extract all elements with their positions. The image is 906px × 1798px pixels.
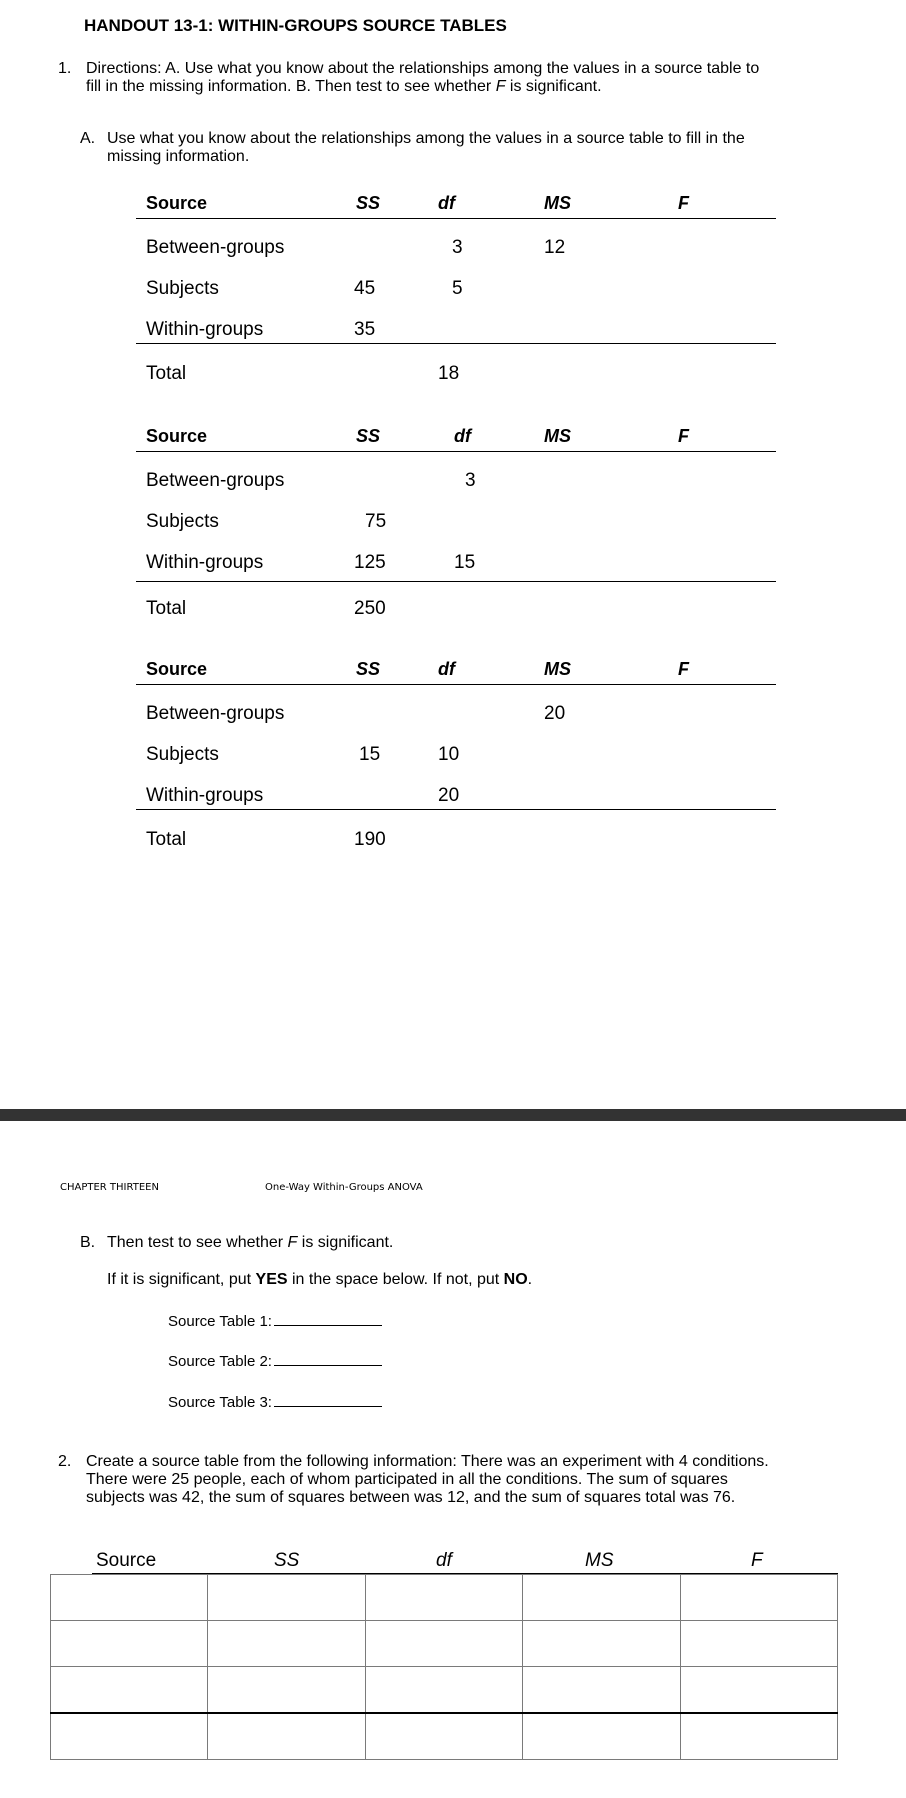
table-cell[interactable] bbox=[680, 1621, 837, 1667]
row-source: Between-groups bbox=[146, 703, 285, 724]
row-df: 10 bbox=[438, 744, 460, 765]
q2-line3: subjects was 42, the sum of squares between was 12, and the sum of squares total was 76. bbox=[86, 1489, 736, 1506]
table-cell[interactable] bbox=[680, 1667, 837, 1714]
grid-header-df: df bbox=[436, 1550, 452, 1571]
table-cell[interactable] bbox=[523, 1575, 680, 1621]
row-ss: 15 bbox=[359, 744, 381, 765]
header-ss: SS bbox=[356, 426, 381, 446]
table-cell[interactable] bbox=[523, 1621, 680, 1667]
row-source: Subjects bbox=[146, 744, 219, 765]
partA-letter: A. bbox=[80, 130, 96, 147]
source-table-2-answer: Source Table 2: bbox=[168, 1351, 382, 1370]
partA-instructions bbox=[107, 130, 887, 166]
partA-line1: Use what you know about the relationships among the values in a source table to fill in the bbox=[107, 130, 745, 147]
table-cell[interactable] bbox=[208, 1713, 365, 1760]
table-rule bbox=[136, 581, 776, 582]
row-ss: 45 bbox=[354, 278, 376, 299]
table-cell[interactable] bbox=[51, 1713, 208, 1760]
q2-line2: There were 25 people, each of whom participated in all the conditions. The sum of squares bbox=[86, 1471, 728, 1488]
table-cell[interactable] bbox=[365, 1713, 522, 1760]
q1-line1: Directions: A. Use what you know about the relationships among the values in a source table to bbox=[86, 60, 760, 77]
row-df: 18 bbox=[438, 363, 460, 384]
header-df: df bbox=[438, 193, 455, 213]
header-df: df bbox=[438, 659, 455, 679]
row-source: Subjects bbox=[146, 511, 219, 532]
table-cell[interactable] bbox=[365, 1621, 522, 1667]
table-row bbox=[51, 1575, 838, 1621]
header-ss: SS bbox=[356, 659, 381, 679]
table-rule bbox=[136, 809, 776, 810]
row-df: 3 bbox=[465, 470, 476, 491]
page-title: HANDOUT 13-1: WITHIN-GROUPS SOURCE TABLES bbox=[84, 16, 507, 35]
row-df: 5 bbox=[452, 278, 463, 299]
answer-blank[interactable] bbox=[274, 1392, 382, 1407]
table-cell[interactable] bbox=[51, 1621, 208, 1667]
header-ms: MS bbox=[544, 426, 571, 446]
table-cell[interactable] bbox=[51, 1667, 208, 1714]
header-df: df bbox=[454, 426, 471, 446]
table-cell[interactable] bbox=[51, 1575, 208, 1621]
partA-line2: missing information. bbox=[107, 148, 250, 165]
row-source: Total bbox=[146, 598, 187, 619]
row-ss: 125 bbox=[354, 552, 386, 573]
q1-number: 1. bbox=[58, 60, 72, 77]
row-source: Total bbox=[146, 829, 187, 850]
header-source: Source bbox=[146, 426, 208, 446]
table-row bbox=[51, 1713, 838, 1760]
row-df: 3 bbox=[452, 237, 463, 258]
header-f: F bbox=[678, 193, 689, 213]
answer-blank[interactable] bbox=[274, 1311, 382, 1326]
source-table-3-answer: Source Table 3: bbox=[168, 1392, 382, 1411]
row-ss: 190 bbox=[354, 829, 386, 850]
row-df: 20 bbox=[438, 785, 460, 806]
q2-text bbox=[86, 1453, 896, 1507]
source-table-1-answer: Source Table 1: bbox=[168, 1311, 382, 1330]
chapter-subject: One-Way Within-Groups ANOVA bbox=[265, 1182, 423, 1193]
table-row bbox=[51, 1621, 838, 1667]
header-f: F bbox=[678, 426, 689, 446]
q2-number: 2. bbox=[58, 1453, 72, 1470]
grid-header-f: F bbox=[751, 1550, 763, 1571]
page-divider bbox=[0, 1109, 906, 1121]
partB-line: Then test to see whether F is significant. bbox=[107, 1234, 394, 1251]
header-source: Source bbox=[146, 659, 208, 679]
header-source: Source bbox=[146, 193, 208, 213]
chapter-label: CHAPTER THIRTEEN bbox=[60, 1182, 159, 1193]
table-cell[interactable] bbox=[680, 1575, 837, 1621]
table-cell[interactable] bbox=[365, 1667, 522, 1714]
table-cell[interactable] bbox=[523, 1713, 680, 1760]
table-cell[interactable] bbox=[208, 1667, 365, 1714]
header-f: F bbox=[678, 659, 689, 679]
table-cell[interactable] bbox=[365, 1575, 522, 1621]
partB-letter: B. bbox=[80, 1234, 96, 1251]
row-ms: 12 bbox=[544, 237, 566, 258]
answer-source-table bbox=[50, 1574, 838, 1760]
partB-instructions: If it is significant, put YES in the space below. If not, put NO. bbox=[107, 1271, 533, 1288]
grid-header-source: Source bbox=[96, 1550, 157, 1571]
row-source: Total bbox=[146, 363, 187, 384]
header-ms: MS bbox=[544, 659, 571, 679]
row-source: Within-groups bbox=[146, 319, 264, 340]
table-cell[interactable] bbox=[208, 1575, 365, 1621]
grid-header-ms: MS bbox=[585, 1550, 614, 1571]
table-rule bbox=[136, 343, 776, 344]
row-df: 15 bbox=[454, 552, 476, 573]
grid-header-ss: SS bbox=[274, 1550, 300, 1571]
row-ms: 20 bbox=[544, 703, 566, 724]
table-row bbox=[51, 1667, 838, 1714]
row-source: Subjects bbox=[146, 278, 219, 299]
table-cell[interactable] bbox=[523, 1667, 680, 1714]
answer-blank[interactable] bbox=[274, 1351, 382, 1366]
q1-line2: fill in the missing information. B. Then test to see whether F is significant. bbox=[86, 78, 602, 95]
table-cell[interactable] bbox=[680, 1713, 837, 1760]
row-ss: 75 bbox=[365, 511, 387, 532]
row-ss: 250 bbox=[354, 598, 386, 619]
row-ss: 35 bbox=[354, 319, 376, 340]
row-source: Between-groups bbox=[146, 237, 285, 258]
table-cell[interactable] bbox=[208, 1621, 365, 1667]
header-ss: SS bbox=[356, 193, 381, 213]
header-ms: MS bbox=[544, 193, 571, 213]
q1-directions bbox=[86, 60, 886, 96]
row-source: Within-groups bbox=[146, 785, 264, 806]
q2-line1: Create a source table from the following information: There was an experiment with 4 conditions. bbox=[86, 1453, 769, 1470]
row-source: Between-groups bbox=[146, 470, 285, 491]
row-source: Within-groups bbox=[146, 552, 264, 573]
